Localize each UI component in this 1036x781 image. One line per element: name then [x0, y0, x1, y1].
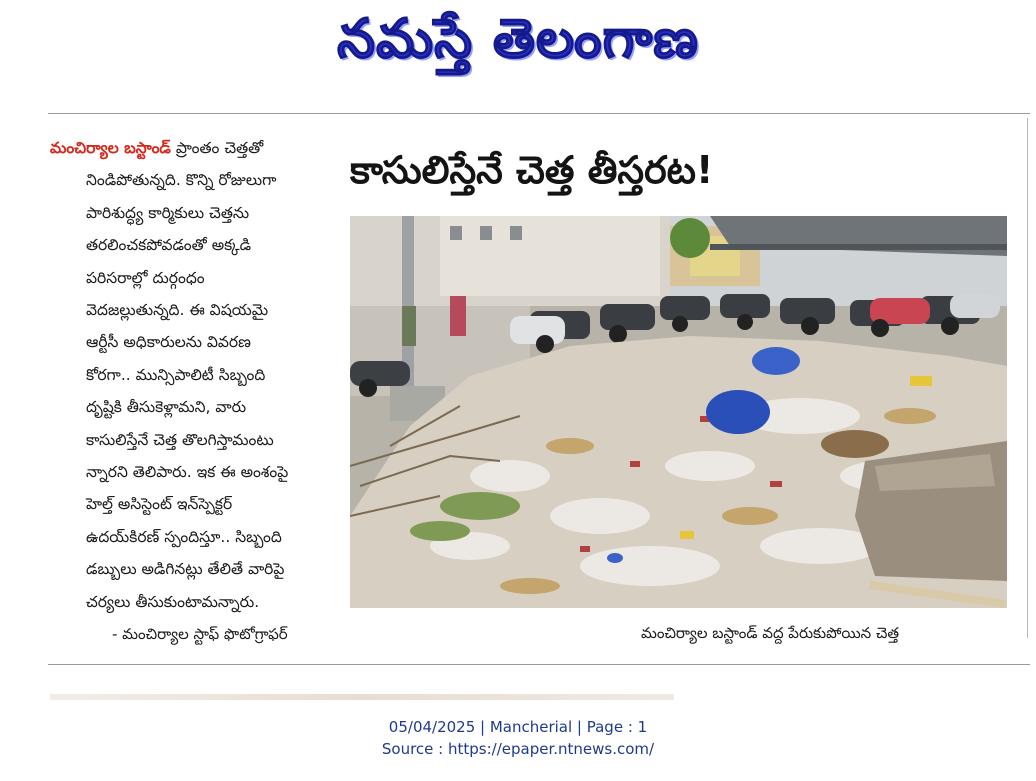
masthead-logo: నమస్తే తెలంగాణ: [337, 7, 699, 70]
article-lead: మంచిర్యాల బస్టాండ్: [50, 139, 171, 157]
article-line: పారిశుద్ధ్య కార్మికులు చెత్తను: [86, 203, 250, 222]
masthead: [0, 0, 1036, 80]
footer-edition-info: 05/04/2025 | Mancherial | Page : 1: [388, 718, 648, 736]
article-line: పరిసరాల్లో దుర్గంధం: [86, 268, 205, 287]
page-footer: [0, 716, 1036, 760]
article-line: ఆర్టీసీ అధికారులను వివరణ: [86, 333, 251, 352]
article-headline: కాసులిస్తేనే చెత్త తీస్తరట!: [350, 148, 714, 192]
article-line: కాసులిస్తేనే చెత్త తొలగిస్తామంటు: [86, 430, 274, 449]
article-line: న్నారని తెలిపారు. ఇక ఈ అంశంపై: [86, 463, 289, 482]
article-line: నిండిపోతున్నది. కొన్ని రోజులుగా: [86, 171, 277, 190]
article-line: వెదజల్లుతున్నది. ఈ విషయమై: [86, 301, 269, 320]
article-body: [50, 132, 340, 651]
article-line: ఉదయ్‌కిరణ్ స్పందిస్తూ.. సిబ్బంది: [86, 527, 282, 546]
photo-caption: మంచిర్యాల బస్టాండ్ వద్ద పేరుకుపోయిన చెత్త: [640, 624, 900, 642]
bottom-divider: [48, 664, 1030, 665]
article-line: డబ్బులు అడిగినట్లు తేలితే వారిపై: [86, 560, 285, 579]
photo-credit: - మంచిర్యాల స్టాఫ్ ఫొటోగ్రాఫర్: [112, 625, 288, 644]
right-column-divider: [1027, 118, 1028, 638]
footer-source[interactable]: Source : https://epaper.ntnews.com/: [381, 740, 655, 758]
article-line-1-rest: ప్రాంతం చెత్తతో: [170, 139, 264, 157]
article-line: హెల్త్ అసిస్టెంట్ ఇన్‌స్పెక్టర్: [86, 495, 233, 514]
article-line: చర్యలు తీసుకుంటామన్నారు.: [86, 592, 260, 611]
top-divider: [48, 113, 1030, 114]
article-line: తరలించకపోవడంతో అక్కడి: [86, 236, 252, 255]
garbage-photo-illustration: [350, 216, 1007, 608]
article-photo: [350, 216, 1007, 608]
article-line: కోరగా.. మున్సిపాలిటీ సిబ్బంది: [86, 365, 266, 384]
article-line-1: [50, 132, 340, 164]
next-article-strip: [50, 694, 674, 700]
article-line: దృష్టికి తీసుకెళ్లామని, వారు: [86, 398, 247, 417]
